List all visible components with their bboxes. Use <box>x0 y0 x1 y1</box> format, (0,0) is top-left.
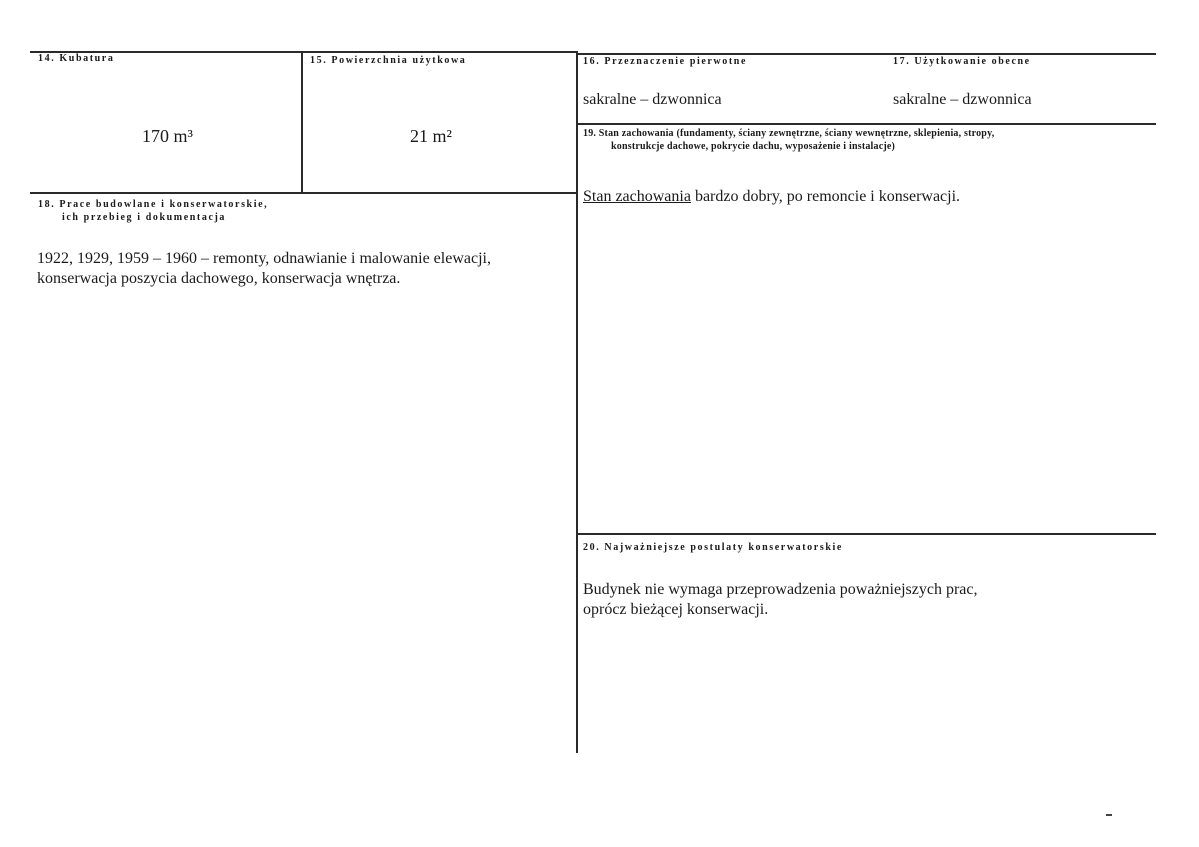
field-16-label: 16. Przeznaczenie pierwotne <box>583 56 747 67</box>
divider-14-15 <box>301 53 303 193</box>
field-14-value: 170 m³ <box>142 126 193 146</box>
scan-mark <box>1106 814 1112 816</box>
field-19-label-line2: konstrukcje dachowe, pokrycie dachu, wyposażenie i instalacje) <box>611 141 896 152</box>
field-19-text-rest: bardzo dobry, po remoncie i konserwacji. <box>690 188 961 205</box>
field-18-text-line2: konserwacja poszycia dachowego, konserwacja wnętrza. <box>37 270 401 287</box>
field-20-text <box>583 580 978 620</box>
field-20-label: 20. Najważniejsze postulaty konserwatorskie <box>583 542 843 553</box>
field-15-label: 15. Powierzchnia użytkowa <box>310 55 467 66</box>
field-19-label-line1: 19. Stan zachowania (fundamenty, ściany zewnętrzne, ściany wewnętrzne, sklepienia, stropy, <box>583 128 995 139</box>
field-20-text-line2: oprócz bieżącej konserwacji. <box>583 601 769 618</box>
field-20-text-line1: Budynek nie wymaga przeprowadzenia poważniejszych prac, <box>583 581 978 598</box>
field-18-text <box>37 249 491 289</box>
field-19-text <box>583 188 960 206</box>
field-14-label: 14. Kubatura <box>38 53 115 64</box>
field-18-label-line2: ich przebieg i dokumentacja <box>62 212 227 223</box>
field-16-value: sakralne – dzwonnica <box>583 91 722 108</box>
field-19-label <box>583 127 994 153</box>
field-17-value: sakralne – dzwonnica <box>893 91 1032 108</box>
field-18-label-line1: 18. Prace budowlane i konserwatorskie, <box>38 199 269 210</box>
rule-below-16-17 <box>578 123 1156 125</box>
main-vertical-divider <box>576 53 578 753</box>
field-19-text-underlined: Stan zachowania <box>583 188 691 205</box>
field-18-text-line1: 1922, 1929, 1959 – 1960 – remonty, odnawianie i malowanie elewacji, <box>37 250 491 267</box>
rule-below-14-15 <box>30 192 578 194</box>
field-18-label <box>38 198 268 224</box>
top-rule-right <box>578 53 1156 55</box>
field-15-value: 21 m² <box>410 126 452 146</box>
field-17-label: 17. Użytkowanie obecne <box>893 56 1031 67</box>
rule-above-20 <box>578 533 1156 535</box>
